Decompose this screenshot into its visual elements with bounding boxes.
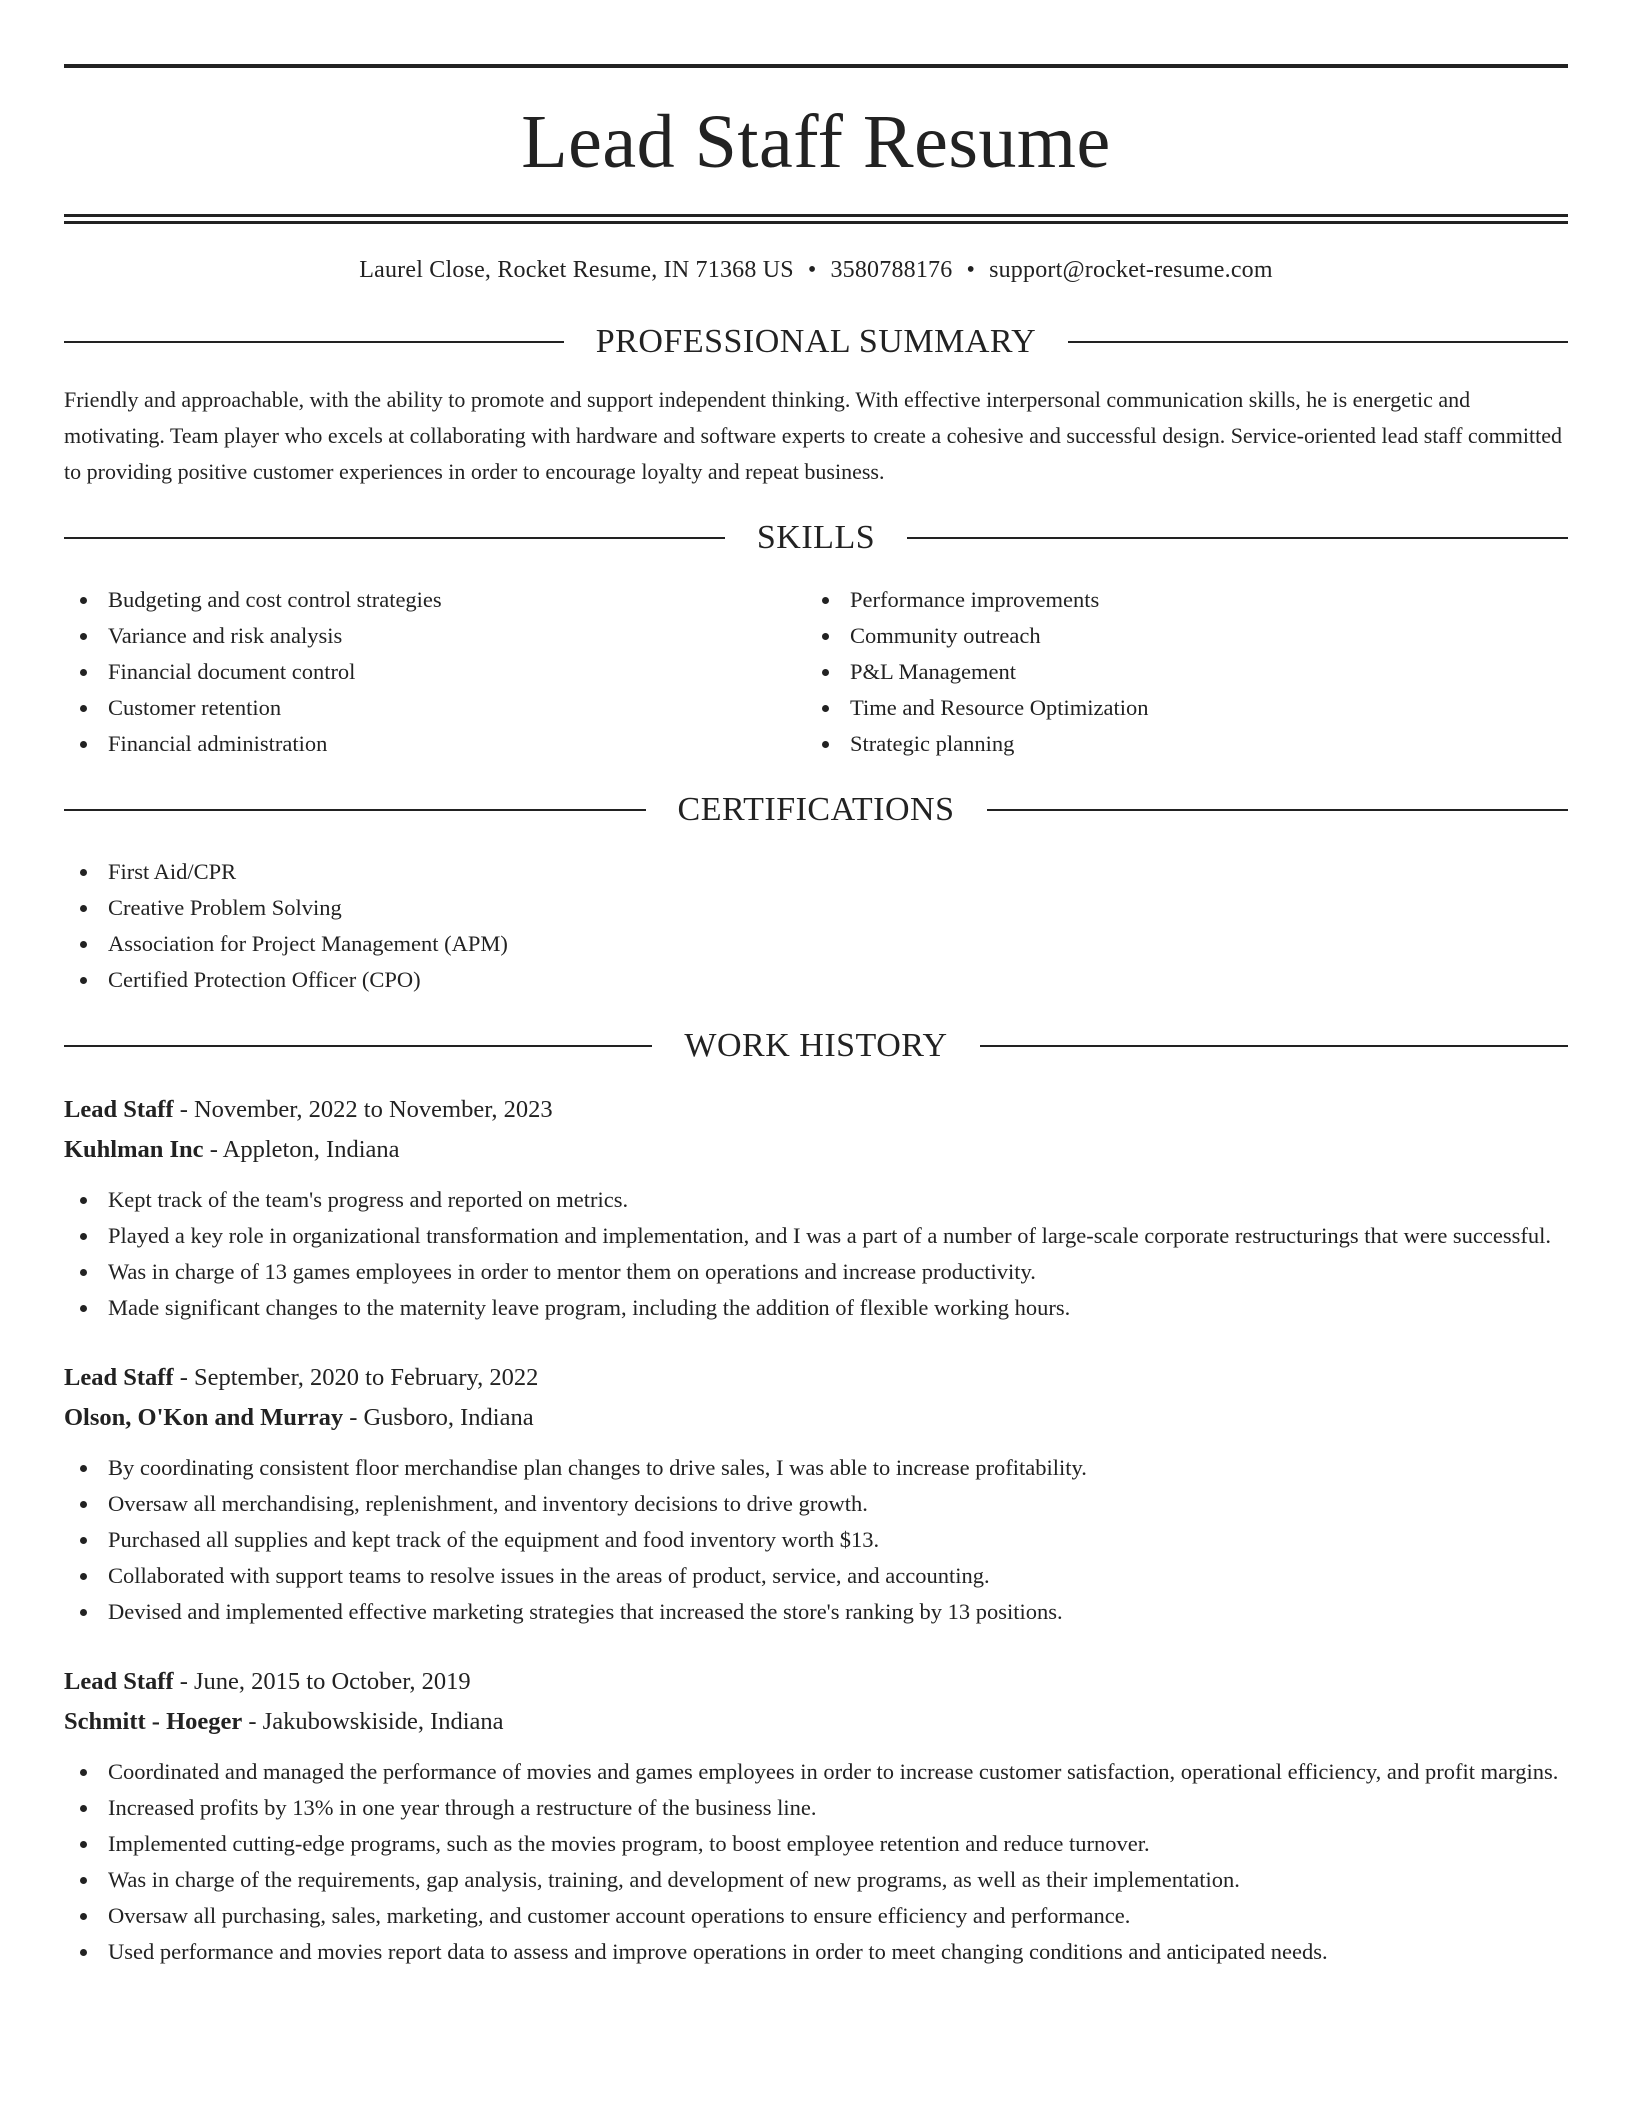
job-company-line	[64, 1130, 1568, 1170]
skill-item: Customer retention	[64, 690, 806, 726]
job-location: - Jakubowskiside, Indiana	[242, 1708, 504, 1735]
contact-email[interactable]: support@rocket-resume.com	[989, 257, 1273, 283]
skill-item: Financial administration	[64, 726, 806, 762]
resume-title: Lead Staff Resume	[521, 100, 1111, 184]
skills-column-right	[806, 582, 1548, 762]
skills-list	[64, 582, 1568, 762]
skill-item: Performance improvements	[806, 582, 1548, 618]
job-bullet: Devised and implemented effective marketing strategies that increased the store's ranking by 13 positions.	[64, 1594, 1568, 1630]
section-rule-left	[64, 1045, 652, 1047]
section-rule-right	[907, 537, 1568, 539]
job-bullet: Increased profits by 13% in one year through a restructure of the business line.	[64, 1790, 1568, 1826]
job-bullet: Implemented cutting-edge programs, such as the movies program, to boost employee retention and reduce turnover.	[64, 1826, 1568, 1862]
skill-item: Community outreach	[806, 618, 1548, 654]
job-company: Schmitt - Hoeger	[64, 1708, 243, 1735]
section-header-skills	[64, 518, 1568, 558]
job-location: - Appleton, Indiana	[203, 1136, 400, 1163]
job-title-line	[64, 1090, 1568, 1130]
job-bullet: Was in charge of 13 games employees in order to mentor them on operations and increase productivity.	[64, 1254, 1568, 1290]
certification-item: Certified Protection Officer (CPO)	[64, 962, 1568, 998]
title-double-rule	[64, 214, 1568, 224]
certification-item: First Aid/CPR	[64, 854, 1568, 890]
contact-separator: •	[966, 257, 976, 283]
summary-text: Friendly and approachable, with the ability to promote and support independent thinking. With effective interpersonal communication skills, he is energetic and motivating. Team player who excels at collaborating with hardware and software experts to create a cohesive and successful design. Service-oriented lead staff committed to providing positive customer experiences in order to encourage loyalty and repeat business.	[64, 387, 1562, 484]
job-bullets	[64, 1754, 1568, 1970]
section-title-summary: PROFESSIONAL SUMMARY	[595, 323, 1037, 360]
section-title-skills: SKILLS	[756, 519, 876, 556]
job-dates: - June, 2015 to October, 2019	[173, 1668, 471, 1695]
job-dates: - September, 2020 to February, 2022	[173, 1364, 539, 1391]
job-title: Lead Staff	[64, 1668, 174, 1695]
job-bullet: Was in charge of the requirements, gap analysis, training, and development of new programs, as well as their implementation.	[64, 1862, 1568, 1898]
skill-item: Time and Resource Optimization	[806, 690, 1548, 726]
section-rule-right	[980, 1045, 1568, 1047]
job-bullet: Made significant changes to the maternity leave program, including the addition of flexible working hours.	[64, 1290, 1568, 1326]
job-company: Kuhlman Inc	[64, 1136, 204, 1163]
contact-separator: •	[807, 257, 817, 283]
job-bullet: Kept track of the team's progress and reported on metrics.	[64, 1182, 1568, 1218]
skills-column-left	[64, 582, 806, 762]
certification-item: Association for Project Management (APM)	[64, 926, 1568, 962]
job-entry	[64, 1090, 1568, 1326]
job-dates: - November, 2022 to November, 2023	[173, 1096, 553, 1123]
skill-item: Variance and risk analysis	[64, 618, 806, 654]
job-bullet: Coordinated and managed the performance of movies and games employees in order to increase customer satisfaction, operational efficiency, and profit margins.	[64, 1754, 1568, 1790]
job-company-line	[64, 1702, 1568, 1742]
top-rule	[64, 64, 1568, 68]
job-company-line	[64, 1398, 1568, 1438]
job-company: Olson, O'Kon and Murray	[64, 1404, 344, 1431]
job-title-line	[64, 1358, 1568, 1398]
section-rule-left	[64, 341, 564, 343]
job-bullet: Oversaw all merchandising, replenishment, and inventory decisions to drive growth.	[64, 1486, 1568, 1522]
job-bullets	[64, 1450, 1568, 1630]
section-rule-left	[64, 537, 725, 539]
skill-item: Budgeting and cost control strategies	[64, 582, 806, 618]
job-bullet: Purchased all supplies and kept track of the equipment and food inventory worth $13.	[64, 1522, 1568, 1558]
job-title-line	[64, 1662, 1568, 1702]
job-entry	[64, 1358, 1568, 1630]
section-title-work-history: WORK HISTORY	[684, 1027, 948, 1064]
certification-item: Creative Problem Solving	[64, 890, 1568, 926]
job-bullet: Played a key role in organizational transformation and implementation, and I was a part of a number of large-scale corporate restructurings that were successful.	[64, 1218, 1568, 1254]
contact-line	[64, 258, 1568, 282]
contact-phone[interactable]: 3580788176	[830, 257, 953, 283]
job-bullet: Collaborated with support teams to resolve issues in the areas of product, service, and accounting.	[64, 1558, 1568, 1594]
job-bullets	[64, 1182, 1568, 1326]
section-title-certifications: CERTIFICATIONS	[677, 791, 955, 828]
job-title: Lead Staff	[64, 1096, 174, 1123]
section-rule-right	[1068, 341, 1568, 343]
job-bullet: By coordinating consistent floor merchandise plan changes to drive sales, I was able to increase profitability.	[64, 1450, 1568, 1486]
job-location: - Gusboro, Indiana	[343, 1404, 534, 1431]
job-bullet: Oversaw all purchasing, sales, marketing, and customer account operations to ensure efficiency and performance.	[64, 1898, 1568, 1934]
job-bullet: Used performance and movies report data to assess and improve operations in order to meet changing conditions and anticipated needs.	[64, 1934, 1568, 1970]
job-title: Lead Staff	[64, 1364, 174, 1391]
section-header-work-history	[64, 1026, 1568, 1066]
certifications-list	[64, 854, 1568, 998]
resume-page	[64, 64, 1568, 1970]
section-header-summary	[64, 322, 1568, 362]
section-header-certifications	[64, 790, 1568, 830]
section-rule-right	[987, 809, 1569, 811]
section-rule-left	[64, 809, 646, 811]
job-entry	[64, 1662, 1568, 1970]
contact-address: Laurel Close, Rocket Resume, IN 71368 US	[359, 257, 794, 283]
skill-item: P&L Management	[806, 654, 1548, 690]
skill-item: Financial document control	[64, 654, 806, 690]
skill-item: Strategic planning	[806, 726, 1548, 762]
